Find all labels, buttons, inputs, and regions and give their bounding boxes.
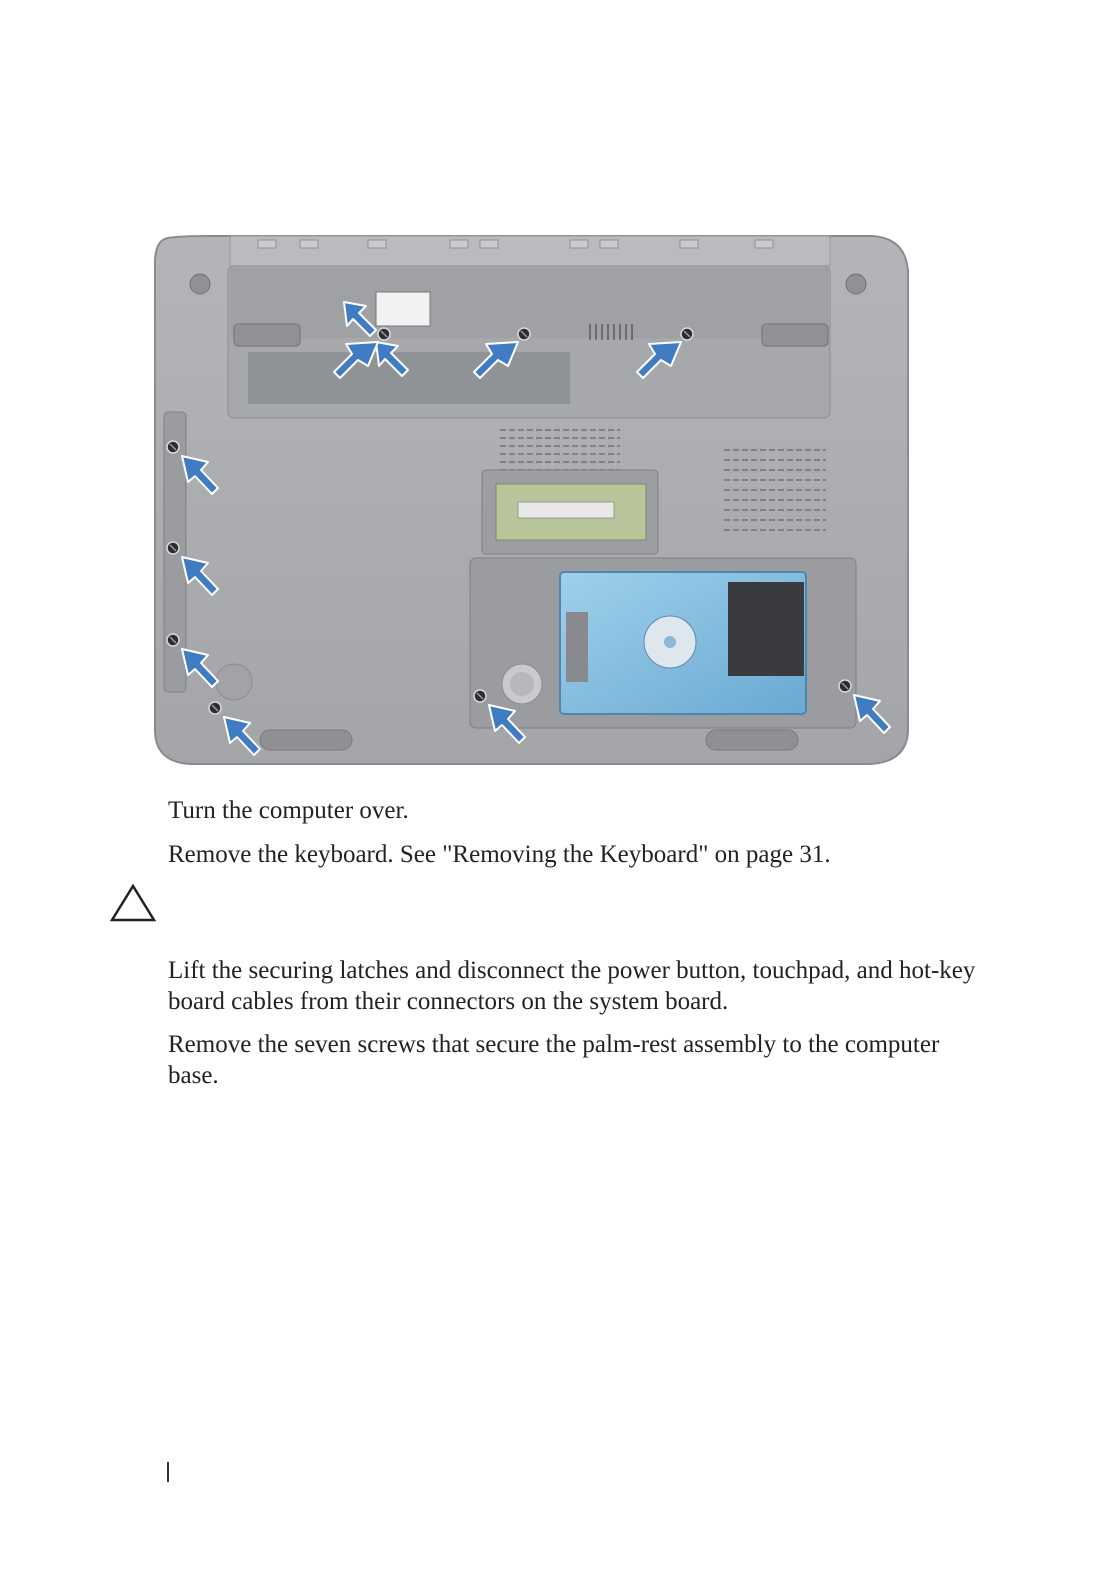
- step-remove-screws: Remove the seven screws that secure the palm-rest assembly to the computer base.: [168, 1031, 940, 1089]
- step-turn-over: Turn the computer over.: [168, 797, 409, 824]
- laptop-base-figure: [150, 232, 914, 767]
- caution-triangle-icon: [110, 884, 156, 922]
- footer-rule: [167, 1462, 169, 1482]
- chassis: [155, 236, 908, 764]
- step-disconnect-cables: Lift the securing latches and disconnect the power button, touchpad, and hot-key board cables from their connectors on the system board.: [168, 957, 976, 1015]
- step-remove-keyboard: Remove the keyboard. See "Removing the Keyboard" on page 31.: [168, 841, 831, 868]
